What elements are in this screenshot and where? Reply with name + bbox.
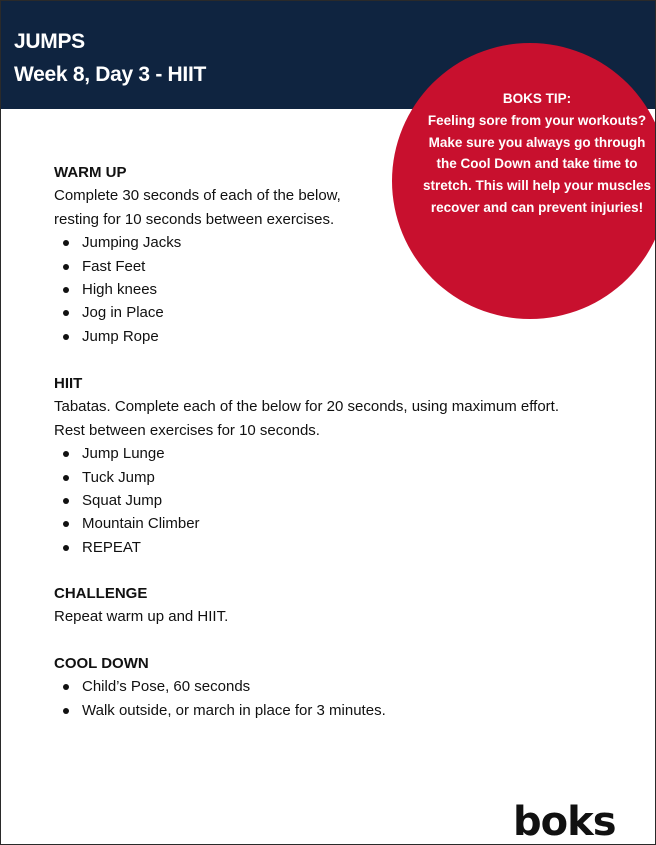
tip-content — [422, 88, 652, 219]
cool-down-heading: COOL DOWN — [54, 655, 149, 672]
list-item: Tuck Jump — [54, 466, 584, 489]
hiit-section — [54, 372, 584, 559]
challenge-heading: CHALLENGE — [54, 585, 148, 602]
warm-up-section — [54, 161, 384, 348]
tip-heading: BOKS TIP: — [502, 91, 572, 106]
list-item: REPEAT — [54, 536, 584, 559]
tip-body: Feeling sore from your workouts? Make sure you always go through the Cool Down and take time to stretch. This will help your muscles recover and can prevent injuries! — [422, 112, 652, 215]
list-item: Walk outside, or march in place for 3 minutes. — [54, 699, 584, 722]
warm-up-heading: WARM UP — [54, 164, 127, 181]
list-item: Fast Feet — [54, 255, 384, 278]
list-item: High knees — [54, 278, 384, 301]
list-item: Mountain Climber — [54, 512, 584, 535]
cool-down-section — [54, 652, 584, 722]
list-item: Jumping Jacks — [54, 231, 384, 254]
list-item: Jog in Place — [54, 301, 384, 324]
hiit-list — [54, 442, 584, 559]
cool-down-list — [54, 675, 584, 722]
list-item: Jump Rope — [54, 325, 384, 348]
boks-tip-callout — [392, 43, 656, 319]
page-subtitle: Week 8, Day 3 - HIIT — [14, 63, 207, 86]
list-item: Jump Lunge — [54, 442, 584, 465]
challenge-section — [54, 582, 584, 629]
list-item: Child’s Pose, 60 seconds — [54, 675, 584, 698]
hiit-intro: Tabatas. Complete each of the below for 20 seconds, using maximum effort. Rest between exercises for 10 seconds. — [54, 398, 559, 439]
page-title: JUMPS — [14, 30, 85, 53]
warm-up-intro: Complete 30 seconds of each of the below, resting for 10 seconds between exercises. — [54, 187, 341, 228]
challenge-text: Repeat warm up and HIIT. — [54, 608, 229, 626]
boks-logo: boks — [513, 799, 616, 845]
hiit-heading: HIIT — [54, 375, 83, 392]
warm-up-list — [54, 231, 384, 348]
list-item: Squat Jump — [54, 489, 584, 512]
